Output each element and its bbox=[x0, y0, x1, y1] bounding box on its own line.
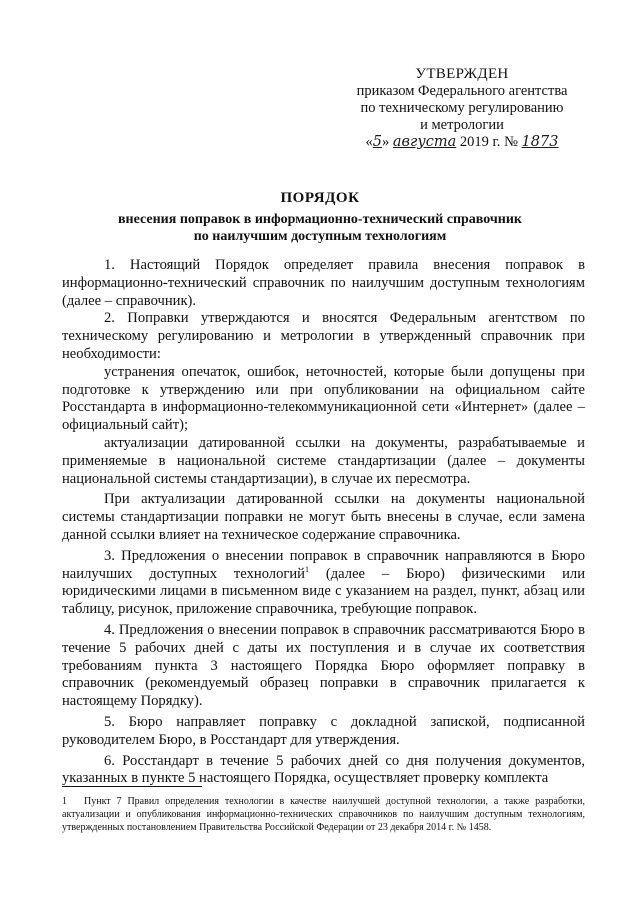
order-number-handwritten: 1873 bbox=[521, 134, 559, 150]
paragraph-2-item-2: актуализации датированной ссылки на документы, разрабатываемые и применяемые в национальной системе стандартизации (далее – документы национальной системы стандартизации), в случае их пересмотра. bbox=[62, 434, 585, 487]
paragraph-3-text-a: 3. Предложения о внесении поправок в справочник направляются в Бюро наилучших доступных технологий bbox=[62, 547, 585, 582]
document-heading bbox=[50, 190, 590, 245]
footnote-marker: 1 bbox=[62, 796, 67, 807]
paragraph-6: 6. Росстандарт в течение 5 рабочих дней со дня получения документов, указанных в пункте 5 настоящего Порядка, осуществляет проверку комплекта bbox=[62, 752, 585, 787]
document-subtitle-line-1: внесения поправок в информационно-технический справочник bbox=[118, 212, 522, 227]
document-title: ПОРЯДОК bbox=[280, 190, 360, 206]
paragraph-1: 1. Настоящий Порядок определяет правила внесения поправок в информационно-технический справочник по наилучшим доступным технологиям (далее – справочник). bbox=[62, 257, 585, 309]
approval-date-line bbox=[332, 134, 592, 151]
date-month-handwritten: августа bbox=[392, 134, 457, 150]
document-body bbox=[62, 257, 585, 788]
footnote-text: Пункт 7 Правил определения технологии в качестве наилучшей доступной технологии, а также разработки, актуализации и опубликования информационно-технических справочников по наилучшим доступным технологиям, утвержденных постановлением Правительства Российской Федерации от 23 декабря 2014 г. № 1458. bbox=[62, 796, 585, 833]
footnote-divider bbox=[62, 786, 202, 787]
approval-line-2: по техническому регулированию bbox=[360, 100, 564, 116]
paragraph-3 bbox=[62, 548, 585, 619]
paragraph-2-note: При актуализации датированной ссылки на документы национальной системы стандартизации поправки не могут быть внесены в случае, если замена данной ссылки влияет на техническое содержание справочника. bbox=[62, 491, 585, 543]
approval-stamp bbox=[332, 66, 592, 151]
paragraph-3-text-b: (далее – Бюро) физическими или юридическими лицами в письменном виде с указанием на раздел, пункт, абзац или таблицу, рисунок, приложение справочника, требующие поправок. bbox=[62, 565, 586, 618]
approval-line-3: и метрологии bbox=[420, 117, 504, 133]
date-day-handwritten: 5 bbox=[372, 134, 383, 150]
paragraph-4: 4. Предложения о внесении поправок в справочник рассматриваются Бюро в течение 5 рабочих дней с даты их поступления и в случае их соответствия требованиям пункта 3 настоящего Порядка Бюро оформляет поправку в справочник (рекомендуемый образец поправки в справочник прилагается к настоящему Порядку). bbox=[62, 621, 585, 710]
date-open-quote: « bbox=[365, 134, 373, 150]
approval-title: УТВЕРЖДЕН bbox=[415, 66, 509, 82]
footnote bbox=[62, 795, 585, 834]
date-close-quote: » bbox=[382, 134, 390, 150]
footnote-reference: 1 bbox=[305, 564, 309, 574]
order-number-label: № bbox=[504, 134, 518, 150]
paragraph-2-item-1: устранения опечаток, ошибок, неточностей, которые были допущены при подготовке к утверждению или при опубликовании на официальном сайте Росстандарта в информационно-телекоммуникационной сети «Интернет» (далее – официальный сайт); bbox=[62, 363, 585, 434]
paragraph-2: 2. Поправки утверждаются и вносятся Федеральным агентством по техническому регулированию и метрологии в утвержденный справочник при необходимости: bbox=[62, 310, 585, 362]
date-year: 2019 г. bbox=[459, 134, 501, 150]
approval-line-1: приказом Федерального агентства bbox=[356, 83, 568, 99]
document-subtitle-line-2: по наилучшим доступным технологиям bbox=[193, 229, 447, 244]
paragraph-5: 5. Бюро направляет поправку с докладной запиской, подписанной руководителем Бюро, в Росстандарт для утверждения. bbox=[62, 713, 585, 748]
